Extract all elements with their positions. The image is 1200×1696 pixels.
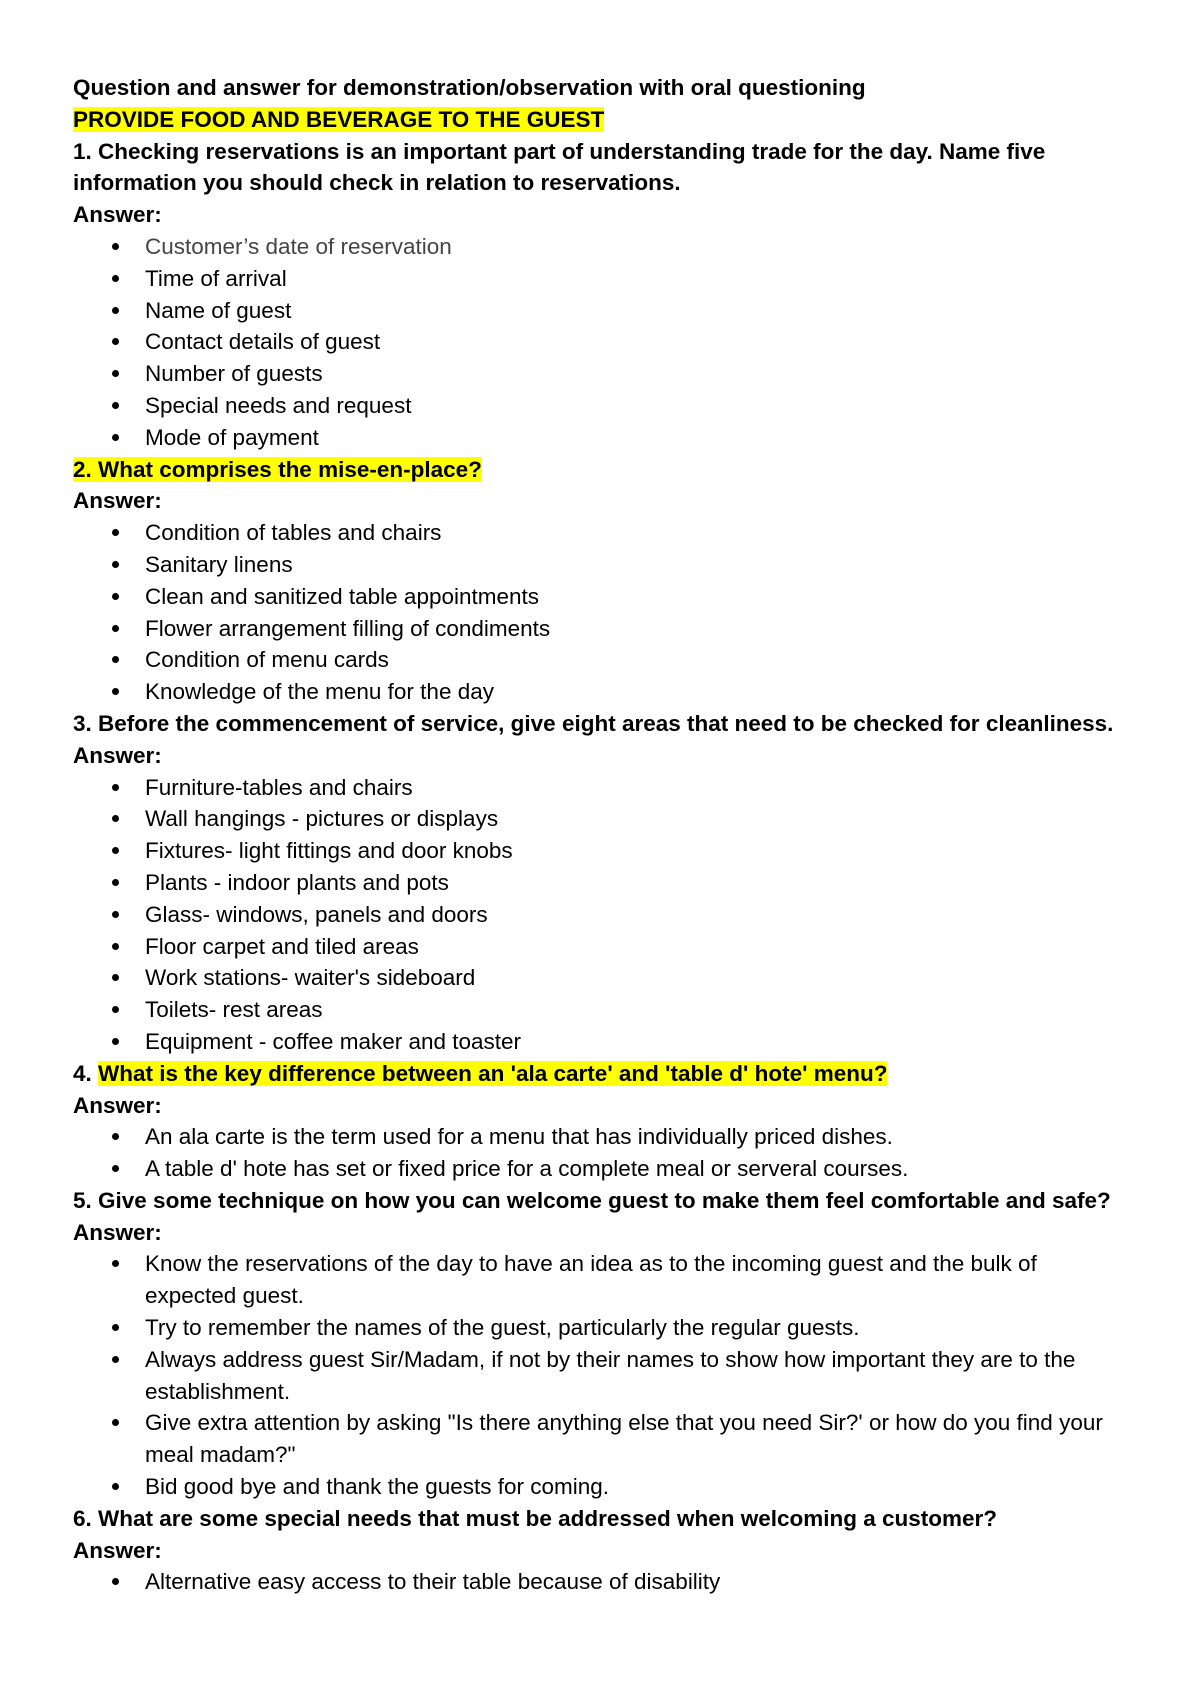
bullet-icon	[112, 656, 119, 663]
bullet-icon	[112, 307, 119, 314]
section-heading	[73, 104, 1133, 136]
question-text: 2. What comprises the mise-en-place?	[73, 456, 482, 482]
bullet-icon	[112, 974, 119, 981]
bullet-icon	[112, 275, 119, 282]
question-block-6	[73, 1503, 1133, 1598]
answer-label: Answer:	[73, 742, 162, 768]
bullet-icon	[112, 1260, 119, 1267]
list-item: Special needs and request	[73, 390, 1133, 422]
answer-label: Answer:	[73, 202, 162, 228]
answer-list	[73, 231, 1133, 454]
bullet-icon	[112, 529, 119, 536]
bullet-icon	[112, 688, 119, 695]
answer-list	[73, 1566, 1133, 1598]
list-item: Mode of payment	[73, 422, 1133, 454]
bullet-icon	[112, 1324, 119, 1331]
bullet-icon	[112, 370, 119, 377]
list-item: Always address guest Sir/Madam, if not by their names to show how important they are to the establishment.	[73, 1344, 1133, 1408]
answer-label: Answer:	[73, 1219, 162, 1245]
question-block-3	[73, 708, 1133, 1058]
list-item: Condition of tables and chairs	[73, 517, 1133, 549]
list-item: Alternative easy access to their table because of disability	[73, 1566, 1133, 1598]
list-item: Fixtures- light fittings and door knobs	[73, 835, 1133, 867]
bullet-icon	[112, 1578, 119, 1585]
question-block-4	[73, 1058, 1133, 1185]
bullet-icon	[112, 1356, 119, 1363]
answer-label: Answer:	[73, 488, 162, 514]
list-item: Floor carpet and tiled areas	[73, 931, 1133, 963]
list-item: Try to remember the names of the guest, particularly the regular guests.	[73, 1312, 1133, 1344]
answer-label: Answer:	[73, 1537, 162, 1563]
list-item: Know the reservations of the day to have an idea as to the incoming guest and the bulk of expected guest.	[73, 1248, 1133, 1312]
bullet-icon	[112, 847, 119, 854]
question-text: 1. Checking reservations is an important part of understanding trade for the day. Name five information you should check in relation to reservations.	[73, 138, 1046, 196]
question-block-5	[73, 1185, 1133, 1503]
list-item: Time of arrival	[73, 263, 1133, 295]
list-item: Clean and sanitized table appointments	[73, 581, 1133, 613]
list-item: Sanitary linens	[73, 549, 1133, 581]
document-page	[73, 72, 1133, 1598]
bullet-icon	[112, 1419, 119, 1426]
bullet-icon	[112, 434, 119, 441]
bullet-icon	[112, 402, 119, 409]
list-item: Condition of menu cards	[73, 644, 1133, 676]
list-item: Furniture-tables and chairs	[73, 772, 1133, 804]
question-block-1	[73, 136, 1133, 454]
bullet-icon	[112, 1483, 119, 1490]
bullet-icon	[112, 879, 119, 886]
list-item: An ala carte is the term used for a menu that has individually priced dishes.	[73, 1121, 1133, 1153]
list-item: Toilets- rest areas	[73, 994, 1133, 1026]
list-item: Give extra attention by asking "Is there anything else that you need Sir?' or how do you find your meal madam?"	[73, 1407, 1133, 1471]
bullet-icon	[112, 943, 119, 950]
bullet-icon	[112, 593, 119, 600]
list-item: Name of guest	[73, 295, 1133, 327]
bullet-icon	[112, 1038, 119, 1045]
bullet-icon	[112, 561, 119, 568]
bullet-icon	[112, 243, 119, 250]
question-text: 3. Before the commencement of service, give eight areas that need to be checked for cleanliness.	[73, 710, 1114, 736]
question-text: 5. Give some technique on how you can welcome guest to make them feel comfortable and safe?	[73, 1187, 1111, 1213]
list-item: Plants - indoor plants and pots	[73, 867, 1133, 899]
question-text: 4. What is the key difference between an 'ala carte' and 'table d' hote' menu?	[73, 1060, 888, 1086]
list-item: Customer’s date of reservation	[73, 231, 1133, 263]
answer-list	[73, 1248, 1133, 1502]
list-item: Knowledge of the menu for the day	[73, 676, 1133, 708]
section-heading-highlight: PROVIDE FOOD AND BEVERAGE TO THE GUEST	[73, 106, 605, 132]
answer-list	[73, 517, 1133, 708]
list-item: A table d' hote has set or fixed price for a complete meal or serveral courses.	[73, 1153, 1133, 1185]
list-item: Bid good bye and thank the guests for coming.	[73, 1471, 1133, 1503]
answer-label: Answer:	[73, 1092, 162, 1118]
answer-list	[73, 772, 1133, 1058]
question-block-2	[73, 454, 1133, 708]
list-item: Wall hangings - pictures or displays	[73, 803, 1133, 835]
answer-list	[73, 1121, 1133, 1185]
bullet-icon	[112, 911, 119, 918]
bullet-icon	[112, 338, 119, 345]
list-item: Number of guests	[73, 358, 1133, 390]
bullet-icon	[112, 784, 119, 791]
bullet-icon	[112, 1133, 119, 1140]
bullet-icon	[112, 815, 119, 822]
list-item: Glass- windows, panels and doors	[73, 899, 1133, 931]
list-item: Equipment - coffee maker and toaster	[73, 1026, 1133, 1058]
list-item: Contact details of guest	[73, 326, 1133, 358]
document-title: Question and answer for demonstration/observation with oral questioning	[73, 75, 866, 100]
bullet-icon	[112, 1006, 119, 1013]
bullet-icon	[112, 1165, 119, 1172]
question-text: 6. What are some special needs that must be addressed when welcoming a customer?	[73, 1505, 998, 1531]
list-item: Work stations- waiter's sideboard	[73, 962, 1133, 994]
list-item: Flower arrangement filling of condiments	[73, 613, 1133, 645]
bullet-icon	[112, 625, 119, 632]
